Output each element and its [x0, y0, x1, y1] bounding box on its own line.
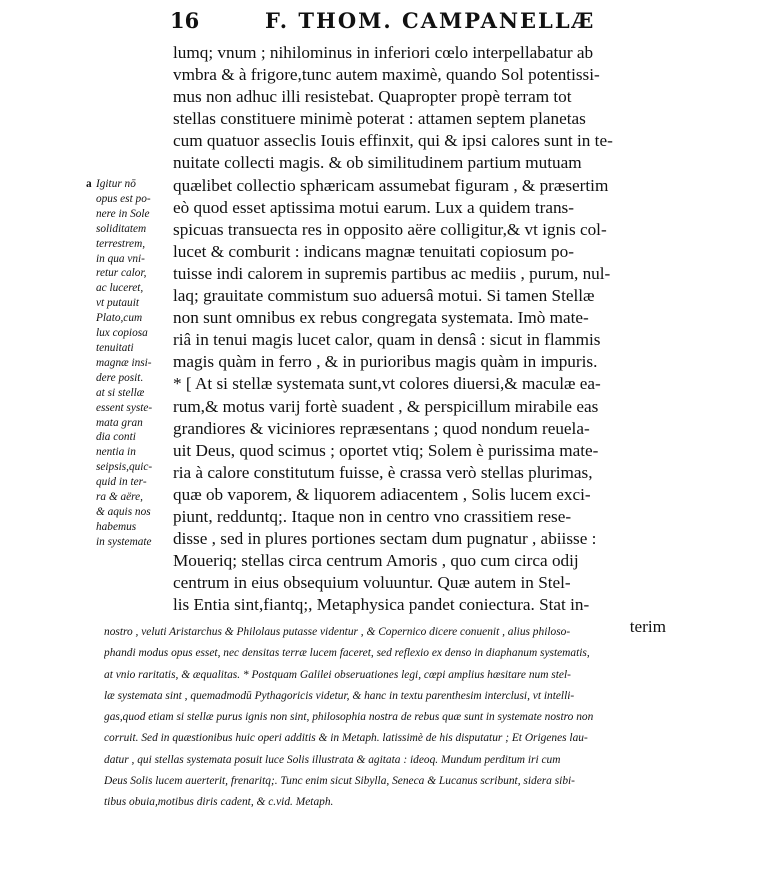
text-line: lis Entia sint,fiantq;, Metaphysica pandet coniectura. Stat in- [173, 595, 590, 615]
margin-note-line: terrestrem, [96, 237, 146, 250]
text-line: riâ in tenui magis lucet calor, quam in densâ : sicut in flammis [173, 330, 601, 350]
text-line: nuitate collecti magis. & ob similitudinem partium mutuam [173, 153, 582, 173]
footnote-line: phandi modus opus esset, nec densitas terræ lucem faceret, sed reflexio ex denso in diaphanum systematis, [104, 647, 590, 660]
text-line: uit Deus, quod scimus ; oportet vtiq; Solem è purissima mate- [173, 440, 599, 460]
margin-note-line: magnæ insi- [96, 356, 152, 369]
catchword: terim [629, 617, 666, 637]
margin-note-line: in systemate [96, 535, 152, 548]
text-line: mus non adhuc illi resistebat. Quapropter propè terram tot [173, 87, 572, 107]
text-line: vmbra & à frigore,tunc autem maximè, quando Sol potentissi- [173, 65, 600, 85]
text-line: laq; grauitate commistum suo aduersâ motui. Si tamen Stellæ [173, 286, 595, 306]
margin-note-line: Plato,cum [96, 312, 143, 325]
margin-note-line: & aquis nos [96, 505, 151, 518]
text-line: ria à calore constitutum fuisse, è crassa verò stellas plurimas, [173, 462, 593, 482]
margin-note-line: essent syste- [96, 401, 153, 414]
text-line: lucet & comburit : indicans magnæ tenuitati copiosum po- [173, 241, 574, 261]
margin-note-line: ac luceret, [96, 282, 144, 295]
footnote-block [104, 622, 670, 814]
margin-note-line: dere posit. [96, 371, 144, 384]
footnote-line: nostro , veluti Aristarchus & Philolaus putasse videntur , & Copernico dicere conuenit , alius philoso- [104, 626, 571, 638]
margin-note [86, 177, 174, 550]
footnote-line: gas,quod etiam si stellæ purus ignis non sint, philosophia nostra de rebus quæ sunt in systemate nostro non [104, 711, 594, 724]
text-line: grandiores & viciniores repræsentans ; quod nondum reuela- [173, 418, 590, 438]
margin-note-line: tenuitati [96, 341, 134, 354]
page-number: 16 [170, 8, 200, 33]
text-line: piunt, redduntq;. Itaque non in centro vno crassitiem rese- [173, 506, 572, 526]
footnote-line: corruit. Sed in quæstionibus huic operi additis & in Metaph. latissimè de his disputatur ; Et Origenes lau- [104, 732, 588, 745]
text-line: tuisse indi calorem in supremis partibus ac mediis , purum, nul- [173, 263, 611, 283]
text-line: quælibet collectio sphæricam assumebat figuram , & præsertim [173, 175, 609, 195]
footnote-line: at vnio raritatis, & æqualitas. * Postquam Galilei obseruationes legi, cœpi amplius hæsitare num stel- [104, 668, 571, 681]
margin-note-line: lux copiosa [96, 327, 148, 340]
text-line: non sunt omnibus ex rebus congregata systemata. Imò mate- [173, 308, 589, 328]
margin-note-line: nere in Sole [96, 207, 150, 220]
text-line: lumq; vnum ; nihilominus in inferiori cœlo interpellabatur ab [173, 43, 594, 62]
text-line: stellas constituere minimè poterat : attamen septem planetas [173, 109, 586, 129]
footnote-line: læ systemata sint , quemadmodū Pythagoricis videtur, & hanc in textu parenthesim interclusi, vt intelli- [104, 689, 575, 702]
footnote-line: datur , qui stellas systemata posuit luce Solis illustrata & agitata : ideoq. Mundum perditum iri cum [104, 753, 561, 766]
text-line: spicuas transuecta res in opposito aëre colligitur,& vt ignis col- [173, 219, 607, 239]
margin-note-line: nentia in [96, 446, 136, 459]
text-line: quæ ob vaporem, & liquorem adiacentem , Solis lucem exci- [173, 484, 591, 504]
margin-note-line [86, 177, 174, 192]
running-head: F. THOM. CAMPANELLÆ [265, 8, 596, 33]
margin-note-line: quid in ter- [96, 476, 147, 489]
note-marker: a [86, 178, 92, 190]
text-line: rum,& motus varij fortè suadent , & perspicillum mirabile eas [173, 396, 599, 416]
text-line: Moueriq; stellas circa centrum Amoris , quo cum circa odij [173, 551, 579, 571]
main-text [173, 42, 666, 639]
margin-note-line: at si stellæ [96, 386, 145, 399]
text-line: cum quatuor asseclis Iouis effinxit, qui & ipsi calores sunt in te- [173, 131, 613, 151]
margin-note-line: mata gran [96, 416, 143, 429]
margin-note-line: retur calor, [96, 267, 147, 280]
page-header [170, 8, 690, 38]
margin-note-text: Igitur nō [96, 178, 136, 190]
footnote-line: tibus obuia,motibus diris cadent, & c.vid. Metaph. [104, 796, 334, 809]
text-line: eò quod esset aptissima motui earum. Lux a quidem trans- [173, 197, 574, 217]
margin-note-line: seipsis,quic- [96, 461, 153, 474]
margin-note-line: ra & aëre, [96, 491, 143, 504]
margin-note-line: opus est po- [96, 192, 151, 205]
margin-note-line: habemus [96, 520, 137, 533]
text-line: * [ At si stellæ systemata sunt,vt colores diuersi,& maculæ ea- [173, 374, 601, 394]
footnote-line: Deus Solis lucem auerterit, frenaritq;. Tunc enim sicut Sibylla, Seneca & Lucanus scribunt, sidera sibi- [104, 775, 575, 788]
text-line: magis quàm in ferro , & in purioribus magis quàm in impuris. [173, 352, 598, 372]
margin-note-line: dia conti [96, 431, 136, 444]
text-line: centrum in eius obsequium voluuntur. Quæ autem in Stel- [173, 573, 571, 593]
margin-note-line: vt putauit [96, 297, 139, 310]
margin-note-line: in qua vni- [96, 252, 145, 265]
margin-note-line: soliditatem [96, 222, 147, 235]
text-line: disse , sed in plures portiones sectam dum pugnatur , abiisse : [173, 529, 597, 549]
